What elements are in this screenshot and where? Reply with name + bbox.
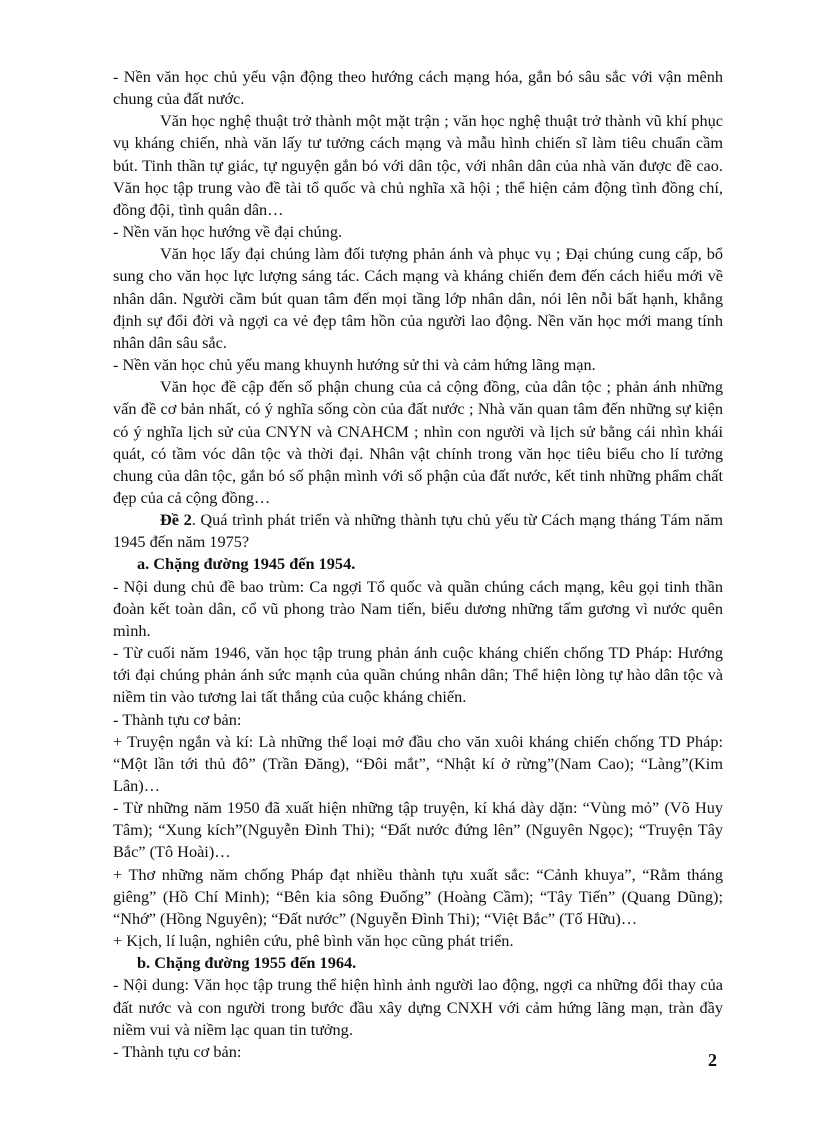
paragraph-mass-oriented: - Nền văn học hướng về đại chúng. — [113, 222, 343, 242]
section-a-paragraph: - Từ những năm 1950 đã xuất hiện những tập truyện, kí khá dày dặn: “Vùng mỏ” (Võ Huy Tâm); “Xung kích”(Nguyễn Đình Thi); “Đất nước đứng lên” (Nguyên Ngọc); “Truyện Tây Bắc” (Tô Hoài)… — [113, 798, 723, 862]
paragraph-revolution-trend: - Nền văn học chủ yếu vận động theo hướng cách mạng hóa, gắn bó sâu sắc với vận mênh chung của đất nước. — [113, 67, 723, 109]
section-b-paragraph: - Thành tựu cơ bản: — [113, 1041, 242, 1061]
section-a-paragraph: - Thành tựu cơ bản: — [113, 709, 242, 729]
section-a-paragraph: + Thơ những năm chống Pháp đạt nhiều thành tựu xuất sắc: “Cảnh khuya”, “Rằm tháng giêng” (Hồ Chí Minh); “Bên kia sông Đuống” (Hoàng Cầm); “Tây Tiến” (Quang Dũng); “Nhớ” (Hồng Nguyên); “Đất nước” (Nguyễn Đình Thi); “Việt Bắc” (Tố Hữu)… — [113, 864, 723, 928]
section-a-paragraph: + Truyện ngắn và kí: Là những thể loại mở đầu cho văn xuôi kháng chiến chống TD Pháp: “Một lần tới thủ đô” (Trần Đăng), “Đôi mắt”, “Nhật kí ở rừng”(Nam Cao); “Làng”(Kim Lân)… — [113, 731, 723, 795]
paragraph-art-front: Văn học nghệ thuật trở thành một mặt trận ; văn học nghệ thuật trở thành vũ khí phục vụ kháng chiến, nhà văn lấy tư tưởng cách mạng và mẫu hình chiến sĩ làm tiêu chuẩn cầm bút. Tinh thần tự giác, tự nguyện gắn bó với dân tộc, với nhân dân của nhà văn được đề cao. Văn học tập trung vào đề tài tổ quốc và chủ nghĩa xã hội ; thể hiện cảm động tình đồng chí, đồng đội, tình quân dân… — [113, 111, 723, 219]
paragraph-mass-detail: Văn học lấy đại chúng làm đối tượng phản ánh và phục vụ ; Đại chúng cung cấp, bổ sung cho văn học lực lượng sáng tác. Cách mạng và kháng chiến đem đến cách hiểu mới về nhân dân. Người cầm bút quan tâm đến mọi tầng lớp nhân dân, nói lên nỗi bất hạnh, khẳng định sự đổi đời và ngợi ca vẻ đẹp tâm hồn của người lao động. Nền văn học mới mang tính nhân dân sâu sắc. — [113, 244, 723, 352]
paragraph-epic-detail: Văn học đề cập đến số phận chung của cả cộng đồng, của dân tộc ; phản ánh những vấn đề cơ bản nhất, có ý nghĩa sống còn của đất nước ; Nhà văn quan tâm đến những sự kiện có ý nghĩa lịch sử của CNYN và CNAHCM ; nhìn con người và lịch sử bằng cái nhìn khái quát, có tầm vóc dân tộc và thời đại. Nhân vật chính trong văn học tiêu biểu cho lí tưởng chung của dân tộc, gắn bó số phận mình với số phận của đất nước, kết tinh những phẩm chất đẹp của cả cộng đồng… — [113, 377, 723, 507]
section-a-heading: a. Chặng đường 1945 đến 1954. — [137, 554, 356, 574]
paragraph-epic-trend: - Nền văn học chủ yếu mang khuynh hướng sử thi và cảm hứng lãng mạn. — [113, 355, 596, 375]
question-2 — [113, 509, 723, 553]
question-2-label: Đề 2 — [160, 510, 192, 530]
section-b-paragraph: - Nội dung: Văn học tập trung thể hiện hình ảnh người lao động, ngợi ca những đổi thay của đất nước và con người trong bước đầu xây dựng CNXH với cảm hứng lãng mạn, tràn đầy niềm vui và niềm lạc quan tin tưởng. — [113, 975, 723, 1039]
section-a-paragraph: - Nội dung chủ đề bao trùm: Ca ngợi Tổ quốc và quần chúng cách mạng, kêu gọi tinh thần đoàn kết toàn dân, cổ vũ phong trào Nam tiến, biểu dương những tấm gương vì nước quên mình. — [113, 576, 723, 640]
section-a-paragraph: - Từ cuối năm 1946, văn học tập trung phản ánh cuộc kháng chiến chống TD Pháp: Hướng tới đại chúng phản ánh sức mạnh của quần chúng nhân dân; Thể hiện lòng tự hào dân tộc và niềm tin vào tương lai tất thắng của cuộc kháng chiến. — [113, 643, 723, 707]
section-a-paragraph: + Kịch, lí luận, nghiên cứu, phê bình văn học cũng phát triển. — [113, 931, 514, 951]
document-page — [113, 66, 723, 1063]
question-2-text: . Quá trình phát triển và những thành tựu chủ yếu từ Cách mạng tháng Tám năm 1945 đến năm 1975? — [113, 510, 723, 552]
section-b-heading: b. Chặng đường 1955 đến 1964. — [137, 953, 357, 973]
page-number: 2 — [708, 1050, 717, 1070]
